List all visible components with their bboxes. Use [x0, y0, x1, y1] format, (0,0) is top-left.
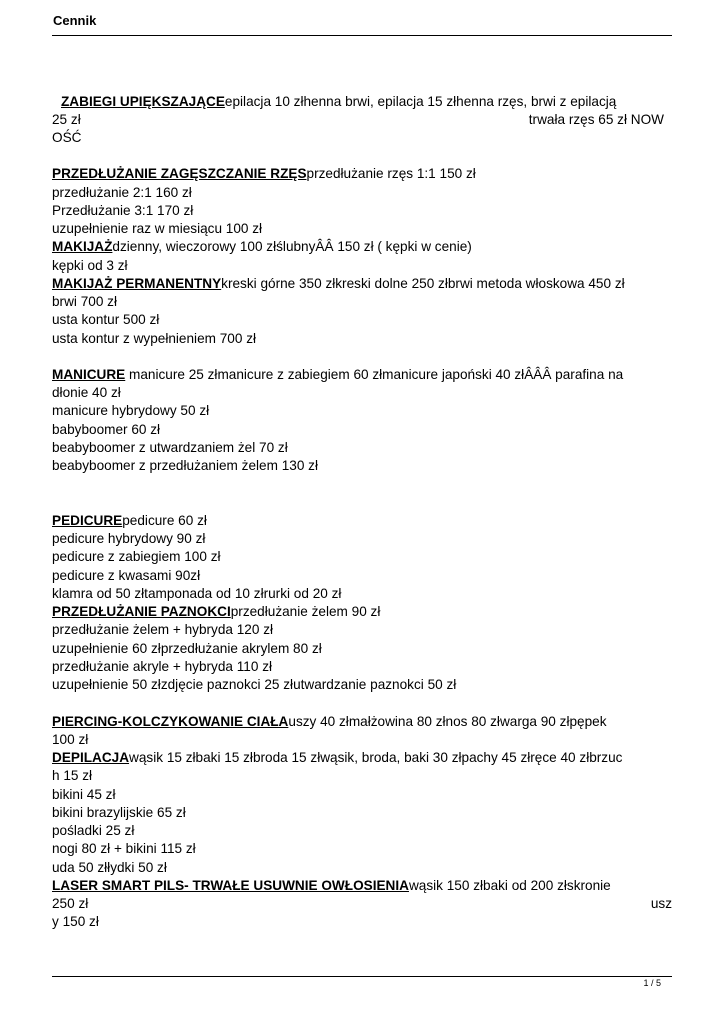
price-line: [52, 402, 672, 421]
footer-rule: [52, 976, 672, 977]
section-heading: MAKIJAŻ PERMANENTNY: [52, 276, 222, 291]
line-text: manicure 25 złmanicure z zabiegiem 60 złmanicure japoński 40 złÂÂÂ parafina na: [125, 367, 624, 382]
section-heading: PRZEDŁUŻANIE ZAGĘSZCZANIE RZĘS: [52, 166, 307, 181]
price-line: [52, 567, 672, 586]
price-line: [52, 220, 672, 239]
price-line: [52, 877, 672, 896]
price-line: [52, 913, 672, 932]
price-line: [52, 859, 672, 878]
section-heading: PRZEDŁUŻANIE PAZNOKCI: [52, 604, 231, 619]
price-line: [52, 293, 672, 312]
section-heading: MAKIJAŻ: [52, 239, 113, 254]
line-text: usta kontur 500 zł: [52, 312, 160, 327]
price-line: [52, 184, 672, 203]
line-text: manicure hybrydowy 50 zł: [52, 403, 210, 418]
price-line: [52, 93, 672, 112]
line-text: brwi 700 zł: [52, 294, 117, 309]
price-line: [52, 658, 672, 677]
line-text: pedicure z kwasami 90zł: [52, 568, 201, 583]
price-line: [52, 421, 672, 440]
price-line: [52, 621, 672, 640]
price-line: [52, 202, 672, 221]
line-text: przedłużanie żelem 90 zł: [230, 604, 381, 619]
price-line: [52, 129, 672, 148]
line-text: beabyboomer z utwardzaniem żel 70 zł: [52, 440, 288, 455]
price-line: [52, 330, 672, 349]
price-line: [52, 311, 672, 330]
line-text: nogi 80 zł + bikini 115 zł: [52, 841, 196, 856]
line-text-left: 250 zł: [52, 896, 89, 911]
price-line: [52, 676, 672, 695]
line-text: przedłużanie żelem + hybryda 120 zł: [52, 622, 274, 637]
line-text: OŚĆ: [52, 130, 82, 145]
line-text: kępki od 3 zł: [52, 258, 128, 273]
price-line: [52, 439, 672, 458]
line-text: wąsik 15 złbaki 15 złbroda 15 złwąsik, broda, baki 30 złpachy 45 złręce 40 złbrzuc: [129, 750, 623, 765]
line-text: uzupełnienie raz w miesiącu 100 zł: [52, 221, 263, 236]
price-line: [52, 585, 672, 604]
section-heading: ZABIEGI UPIĘKSZAJĄCE: [61, 94, 225, 109]
price-line: [52, 767, 672, 786]
line-text: bikini brazylijskie 65 zł: [52, 805, 186, 820]
line-text: przedłużanie 2:1 160 zł: [52, 185, 192, 200]
line-text-right: trwała rzęs 65 zł NOW: [528, 112, 664, 127]
line-text: uzupełnienie 60 złprzedłużanie akrylem 80 zł: [52, 641, 322, 656]
line-text: pedicure 60 zł: [122, 513, 207, 528]
section-heading: PEDICURE: [52, 513, 123, 528]
price-line: [52, 603, 672, 622]
section-heading: MANICURE: [52, 367, 126, 382]
price-line: [52, 384, 672, 403]
line-text: przedłużanie rzęs 1:1 150 zł: [306, 166, 476, 181]
line-text: dzienny, wieczorowy 100 złślubnyÂÂ 150 zł ( kępki w cenie): [112, 239, 472, 254]
price-line: [52, 713, 672, 732]
line-text: wąsik 150 złbaki od 200 złskronie: [408, 878, 611, 893]
price-line: [52, 111, 664, 130]
line-text: uda 50 złłydki 50 zł: [52, 860, 167, 875]
price-line: [52, 165, 672, 184]
price-line: [52, 804, 672, 823]
section-heading: DEPILACJA: [52, 750, 130, 765]
price-line: [52, 548, 672, 567]
price-line: [52, 749, 672, 768]
line-text: h 15 zł: [52, 768, 93, 783]
line-text: babyboomer 60 zł: [52, 422, 161, 437]
price-line: [52, 512, 672, 531]
line-text: pedicure z zabiegiem 100 zł: [52, 549, 221, 564]
line-text-right: usz: [650, 896, 672, 911]
price-line: [52, 457, 672, 476]
line-text: bikini 45 zł: [52, 787, 116, 802]
price-line: [52, 840, 672, 859]
price-line: [52, 257, 672, 276]
line-text: uzupełnienie 50 złzdjęcie paznokci 25 złutwardzanie paznokci 50 zł: [52, 677, 457, 692]
price-line: [52, 275, 672, 294]
header-rule: [52, 35, 672, 36]
header-title: Cennik: [53, 13, 97, 28]
price-line: [52, 786, 672, 805]
line-text: uszy 40 złmałżowina 80 złnos 80 złwarga 90 złpępek: [288, 714, 607, 729]
line-text: pedicure hybrydowy 90 zł: [52, 531, 206, 546]
price-line: [52, 731, 672, 750]
line-text-left: 25 zł: [52, 112, 81, 127]
line-text: epilacja 10 złhenna brwi, epilacja 15 złhenna rzęs, brwi z epilacją: [224, 94, 617, 109]
line-text: przedłużanie akryle + hybryda 110 zł: [52, 659, 273, 674]
price-line: [52, 530, 672, 549]
line-text: y 150 zł: [52, 914, 99, 929]
price-line: [52, 238, 672, 257]
line-text: kreski górne 350 złkreski dolne 250 złbrwi metoda włoskowa 450 zł: [221, 276, 625, 291]
line-text: pośladki 25 zł: [52, 823, 135, 838]
section-heading: LASER SMART PILS- TRWAŁE USUWNIE OWŁOSIENIA: [52, 878, 409, 893]
section-heading: PIERCING-KOLCZYKOWANIE CIAŁA: [52, 714, 289, 729]
line-text: klamra od 50 złtamponada od 10 złrurki od 20 zł: [52, 586, 342, 601]
line-text: Przedłużanie 3:1 170 zł: [52, 203, 194, 218]
price-line: [52, 366, 672, 385]
line-text: beabyboomer z przedłużaniem żelem 130 zł: [52, 458, 318, 473]
page-number: 1 / 5: [643, 978, 661, 988]
line-text: 100 zł: [52, 732, 89, 747]
line-text: dłonie 40 zł: [52, 385, 121, 400]
line-text: usta kontur z wypełnieniem 700 zł: [52, 331, 257, 346]
price-line: [52, 822, 672, 841]
price-line: [52, 895, 672, 914]
price-line: [52, 640, 672, 659]
